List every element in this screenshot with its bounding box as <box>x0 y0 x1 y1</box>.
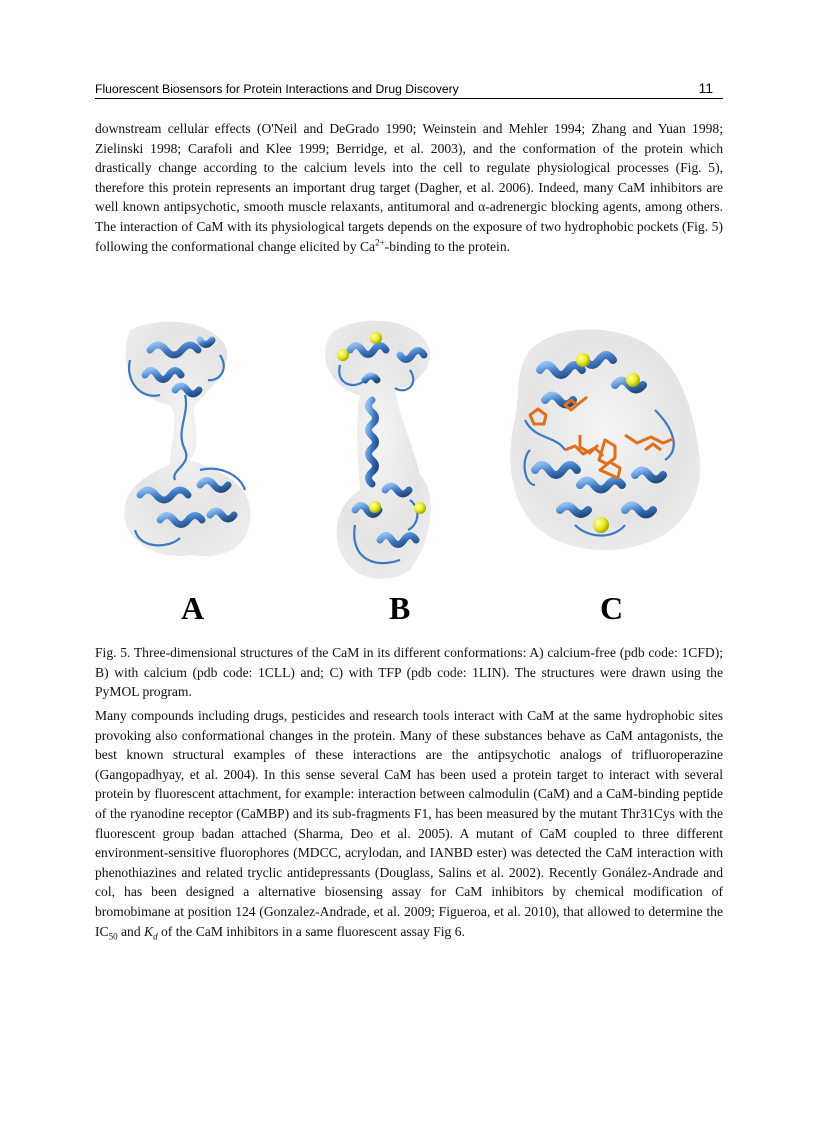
running-header <box>95 80 723 99</box>
calcium-ion-c2 <box>626 373 640 387</box>
structure-c <box>510 329 700 550</box>
paragraph2-text-end: of the CaM inhibitors in a same fluorescent assay Fig 6. <box>157 923 465 939</box>
figure-label-b: B <box>389 590 411 626</box>
kd-symbol: K <box>144 923 154 939</box>
paragraph2-and: and <box>117 923 145 939</box>
page-number: 11 <box>698 80 713 96</box>
structure-a <box>124 322 250 557</box>
body-paragraph-2 <box>95 706 723 941</box>
calcium-ion-b3 <box>369 501 381 513</box>
figure-label-c: C <box>600 590 624 626</box>
header-title: Fluorescent Biosensors for Protein Interactions and Drug Discovery <box>95 82 459 96</box>
kd-subscript-letter: d <box>153 931 158 942</box>
figure-5-caption: Fig. 5. Three-dimensional structures of the CaM in its different conformations: A) calcium-free (pdb code: 1CFD); B) with calcium (pdb code: 1CLL) and; C) with TFP (pdb code: 1LIN). The structures were drawn using the PyMOL program. <box>95 645 723 700</box>
paragraph1-text: downstream cellular effects (O'Neil and DeGrado 1990; Weinstein and Mehler 1994; Zhang and Yuan 1998; Zielinski 1998; Carafoli and Klee 1999; Berridge, et al. 2003), and the conformation of the protein which drastically change according to the calcium levels into the cell to regulate physiological processes (Fig. 5), therefore this protein represents an important drug target (Dagher, et al. 2006). Indeed, many CaM inhibitors are well known antipsychotic, smooth muscle relaxants, antitumoral and α-adrenergic blocking agents, among others. The interaction of CaM with its physiological targets depends on the exposure of two hydrophobic pockets (Fig. 5) following the conformational change elicited by Ca <box>95 121 723 254</box>
calcium-ion-c1 <box>576 353 590 367</box>
calcium-ion-b4 <box>414 502 426 514</box>
calcium-ion-c3 <box>593 517 609 533</box>
calcium-charge-superscript: 2+ <box>375 237 385 248</box>
calcium-ion-b2 <box>370 332 382 344</box>
body-paragraph-1 <box>95 119 723 256</box>
figure-label-a: A <box>181 590 205 626</box>
paragraph2-text: Many compounds including drugs, pesticides and research tools interact with CaM at the same hydrophobic sites provoking also conformational changes in the protein. Many of these substances behave as CaM antagonists, the best known structural examples of these interactions are the antipsychotic analogs of trifluoroperazine (Gangopadhyay, et al. 2004). In this sense several CaM has been used a protein target to interact with several protein by fluorescent attachment, for example: interaction between calmodulin (CaM) and a CaM-binding peptide of the ryanodine receptor (CaMBP) and its sub-fragments F1, has been measured by the mutant Thr31Cys with the fluorescent group badan attached (Sharma, Deo et al. 2005). A mutant of CaM coupled to three different environment-sensitive fluorophores (MDCC, acrylodan, and IANBD ester) was detected the CaM interaction with phenothiazines and related tryclic antidepressants (Douglass, Salins et al. 2002). Recently Gonález-Andrade and col, has been designed a alternative biosensing assay for CaM inhibitors by chemical modification of bromobimane at position 124 (Gonzalez-Andrade, et al. 2009; Figueroa, et al. 2010), that allowed to determine the IC <box>95 708 723 939</box>
paragraph1-text-end: -binding to the protein. <box>384 238 511 254</box>
figure-5-structures <box>100 310 720 630</box>
structure-b <box>325 321 431 579</box>
calcium-ion-b1 <box>337 349 349 361</box>
ic50-subscript: 50 <box>108 931 118 942</box>
